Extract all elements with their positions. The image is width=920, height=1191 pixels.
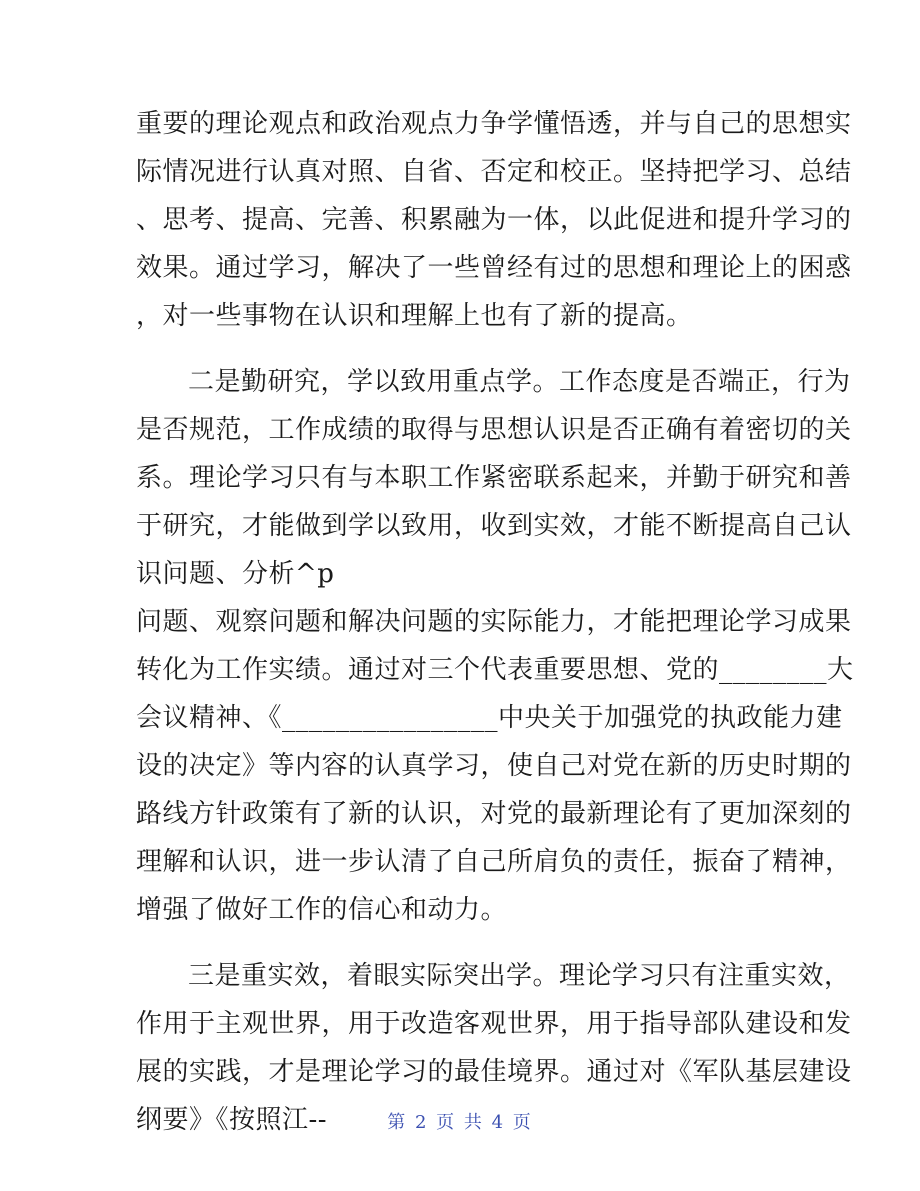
text-line: 际情况进行认真对照、自省、否定和校正。坚持把学习、总结 [136,157,852,187]
text-line: 会议精神、《________________中央关于加强党的执政能力建 [136,703,843,733]
paragraph-1 [136,100,852,340]
text-line: 作用于主观世界，用于改造客观世界，用于指导部队建设和发 [136,1009,852,1039]
text-line: 展的实践，才是理论学习的最佳境界。通过对《军队基层建设 [136,1057,852,1087]
text-line: 增强了做好工作的信心和动力。 [136,895,508,925]
text-line: 识问题、分析^p [136,559,335,589]
text-line: 效果。通过学习，解决了一些曾经有过的思想和理论上的困惑 [136,253,852,283]
page-number-footer: 第 2 页 共 4 页 [387,1112,533,1133]
text-line: 系。理论学习只有与本职工作紧密联系起来，并勤于研究和善 [136,463,852,493]
text-line: 、思考、提高、完善、积累融为一体，以此促进和提升学习的 [136,205,852,235]
text-line: 路线方针政策有了新的认识，对党的最新理论有了更加深刻的 [136,799,852,829]
text-line: 是否规范，工作成绩的取得与思想认识是否正确有着密切的关 [136,415,852,445]
paragraph-gap [136,340,786,358]
text-line: 三是重实效，着眼实际突出学。理论学习只有注重实效， [188,961,851,991]
text-line: 问题、观察问题和解决问题的实际能力，才能把理论学习成果 [136,607,852,637]
document-body [136,100,854,1144]
text-line: 纲要》《按照江-- [136,1105,328,1135]
text-line: 转化为工作实绩。通过对三个代表重要思想、党的________大 [136,655,854,685]
text-line: 二是勤研究，学以致用重点学。工作态度是否端正，行为 [188,367,851,397]
text-line: 理解和认识，进一步认清了自己所肩负的责任，振奋了精神， [136,847,852,877]
text-line: 设的决定》等内容的认真学习，使自己对党在新的历史时期的 [136,751,852,781]
paragraph-gap [136,934,786,952]
text-line: 于研究，才能做到学以致用，收到实效，才能不断提高自己认 [136,511,852,541]
text-line: 重要的理论观点和政治观点力争学懂悟透，并与自己的思想实 [136,109,852,139]
text-line: ，对一些事物在认识和理解上也有了新的提高。 [136,301,693,331]
paragraph-2 [136,358,854,934]
